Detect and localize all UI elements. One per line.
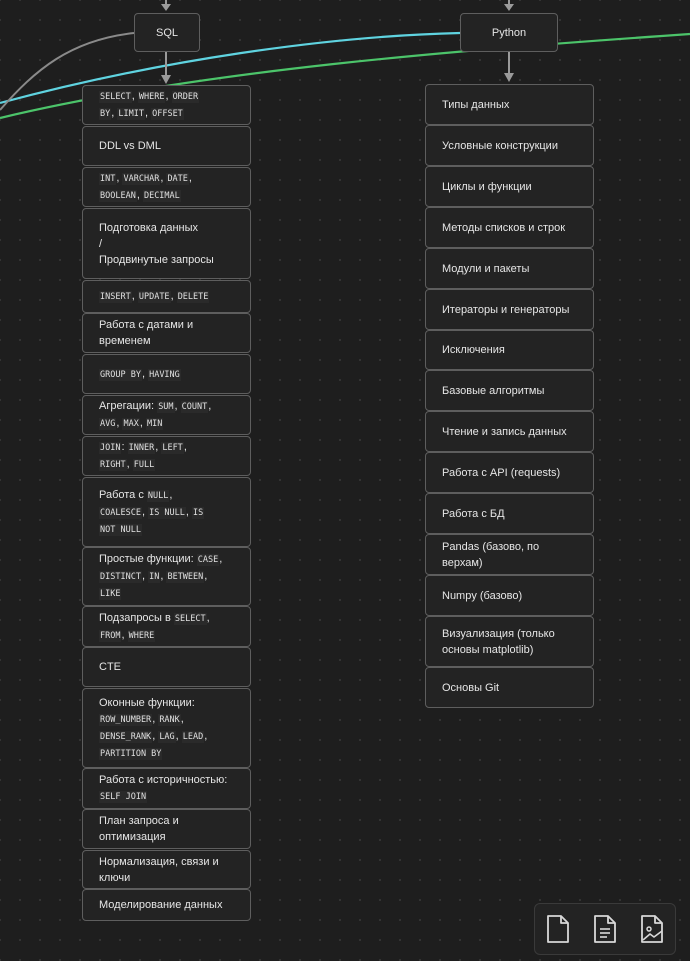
text-token: Чтение и запись данных: [442, 425, 567, 438]
code-token: VARCHAR: [123, 174, 160, 184]
sql-item-node[interactable]: [82, 547, 251, 606]
sql-item-label-line: [99, 187, 192, 204]
text-token: DDL vs DML: [99, 140, 161, 152]
python-item-label-line: [442, 261, 529, 277]
text-token: Агрегации:: [99, 400, 158, 412]
text-token: Итераторы и генераторы: [442, 303, 570, 316]
sql-item-label: [99, 487, 204, 538]
python-item-node[interactable]: [425, 289, 594, 330]
sql-item-label-line: [99, 659, 121, 675]
python-item-label-line: [442, 138, 558, 154]
python-item-label-line: [442, 506, 505, 522]
sql-item-label-line: [99, 772, 227, 788]
sql-item-label-line: [99, 788, 227, 805]
python-item-node[interactable]: [425, 248, 594, 289]
toolbar-button-text[interactable]: [588, 912, 622, 946]
sql-item-node[interactable]: [82, 477, 251, 547]
sql-item-label-line: [99, 551, 222, 568]
sql-item-label: [99, 88, 199, 122]
text-token: основы matplotlib): [442, 643, 534, 656]
python-item-label: [442, 506, 505, 522]
code-token: DISTINCT: [100, 572, 141, 582]
code-token: LAG: [159, 731, 175, 742]
sql-item-label-line: [99, 695, 207, 711]
text-token: ,: [165, 90, 172, 102]
text-token: ,: [206, 611, 210, 624]
python-item-label-line: [442, 383, 544, 399]
text-token: Условные конструкции: [442, 139, 558, 152]
text-token: Моделирование данных: [99, 899, 223, 911]
sql-item-label-line: [99, 897, 222, 913]
text-token: Основы Git: [442, 681, 500, 694]
code-token: FULL: [133, 460, 155, 470]
python-item-label-line: [442, 302, 569, 318]
code-token: JOIN: [100, 443, 121, 453]
code-token: INNER: [128, 443, 155, 453]
text-token: ,: [141, 505, 149, 518]
text-token: ,: [126, 458, 133, 470]
code-token: MAX: [123, 419, 139, 429]
sql-item-label: [99, 659, 121, 675]
sql-item-label-line: [99, 870, 219, 886]
python-item-node[interactable]: [425, 411, 594, 452]
sql-item-node[interactable]: [82, 313, 251, 353]
sql-item-label: [99, 288, 209, 305]
code-token: PARTITION BY: [100, 748, 162, 759]
text-token: ключи: [99, 871, 131, 884]
text-token: План запроса и: [99, 815, 179, 827]
sql-item-node[interactable]: [82, 850, 251, 889]
sql-item-label-line: [99, 220, 214, 236]
code-token: SELECT: [174, 613, 206, 624]
code-token: SUM: [158, 402, 174, 412]
sql-item-node[interactable]: [82, 809, 251, 849]
python-item-node[interactable]: [425, 667, 594, 708]
toolbar-button-image[interactable]: [635, 912, 669, 946]
sql-item-node[interactable]: [82, 208, 251, 279]
text-token: Исключения: [442, 344, 505, 356]
sql-item-node[interactable]: [82, 768, 251, 809]
sql-header-node[interactable]: [134, 13, 200, 52]
python-item-label-line: [442, 588, 522, 604]
sql-item-label-line: [99, 439, 187, 456]
code-token: LEAD: [182, 731, 204, 742]
sql-item-label-line: [99, 333, 193, 349]
text-token: ,: [208, 400, 212, 412]
sql-item-label-line: [99, 366, 181, 383]
code-token: INT: [100, 174, 116, 184]
code-token: SELF JOIN: [100, 792, 147, 802]
code-token: ROW_NUMBER: [100, 714, 152, 725]
python-header-label: Python: [491, 26, 527, 39]
sql-item-label-line: [99, 521, 204, 538]
code-token: DELETE: [177, 292, 209, 302]
python-item-label: [442, 220, 565, 236]
text-token: Подзапросы в: [99, 611, 174, 624]
code-token: GROUP BY: [100, 369, 141, 380]
code-token: DECIMAL: [143, 191, 180, 201]
text-token: ,: [188, 172, 192, 184]
sql-item-label: [99, 170, 192, 204]
code-token: DATE: [167, 174, 188, 184]
code-token: SELECT: [100, 92, 131, 102]
text-token: ,: [174, 400, 181, 412]
text-token: ,: [116, 417, 123, 429]
python-item-node[interactable]: [425, 452, 594, 493]
code-token: BETWEEN: [167, 572, 204, 582]
text-token: Циклы и функции: [442, 180, 532, 193]
sql-item-label-line: [99, 138, 161, 154]
sql-item-node[interactable]: [82, 395, 251, 435]
text-token: ,: [152, 712, 159, 725]
code-token: INSERT: [100, 292, 131, 302]
text-token: Типы данных: [442, 98, 510, 111]
text-token: Подготовка данных: [99, 221, 199, 234]
bottom-toolbar: [534, 903, 676, 955]
code-token: RIGHT: [100, 460, 126, 470]
python-item-label-line: [442, 342, 505, 358]
sql-item-label-line: [99, 317, 193, 333]
sql-item-node[interactable]: [82, 889, 251, 921]
sql-item-label: [99, 439, 187, 473]
arrow-top-python: [504, 4, 514, 11]
sql-item-label: [99, 398, 211, 432]
python-item-label-line: [442, 220, 565, 236]
sql-item-label-line: [99, 504, 204, 521]
text-token: ,: [204, 570, 208, 582]
text-token: Нормализация, связи и: [99, 855, 219, 868]
sql-item-label: [99, 610, 210, 644]
arrow-top-sql: [161, 4, 171, 11]
python-item-label: [442, 424, 567, 440]
text-token: /: [99, 237, 103, 250]
toolbar-button-blank[interactable]: [541, 912, 575, 946]
code-token: OFFSET: [152, 109, 183, 119]
sql-item-node[interactable]: [82, 436, 251, 476]
text-token: ,: [155, 441, 162, 453]
code-token: WHERE: [128, 630, 155, 641]
python-item-node[interactable]: [425, 370, 594, 411]
sql-item-label-line: [99, 398, 211, 415]
blank-page-icon: [544, 914, 572, 944]
sql-item-label: [99, 772, 227, 805]
python-item-label-line: [442, 555, 539, 571]
sql-item-label-line: [99, 288, 209, 305]
python-item-node[interactable]: [425, 330, 594, 370]
text-token: ,: [131, 290, 138, 302]
text-token: Numpy (базово): [442, 589, 523, 602]
code-token: WHERE: [138, 92, 165, 102]
python-item-label: [442, 465, 560, 481]
python-item-label: [442, 539, 539, 571]
code-token: NULL: [147, 490, 169, 501]
text-token: Pandas (базово, по: [442, 540, 540, 553]
code-token: RANK: [159, 714, 180, 725]
python-item-label: [442, 179, 532, 195]
python-item-label: [442, 261, 529, 277]
sql-item-node[interactable]: [82, 354, 251, 394]
python-item-label: [442, 302, 569, 318]
code-token: COALESCE: [100, 507, 141, 518]
text-token: ,: [144, 107, 152, 119]
sql-item-label-line: [99, 487, 204, 504]
text-token: ,: [136, 189, 143, 201]
sql-item-node[interactable]: [82, 85, 251, 125]
text-token: Модули и пакеты: [442, 262, 530, 275]
code-token: BY: [100, 109, 111, 119]
sql-item-label-line: [99, 627, 210, 644]
sql-item-label: [99, 138, 161, 154]
text-token: Простые функции:: [99, 553, 197, 565]
python-item-label-line: [442, 465, 560, 481]
text-token: ,: [131, 90, 138, 102]
sql-item-label-line: [99, 610, 210, 627]
sql-item-node[interactable]: [82, 606, 251, 647]
python-item-node[interactable]: [425, 84, 594, 125]
code-token: IS: [193, 507, 204, 518]
image-page-icon: [638, 914, 666, 944]
python-item-label: [442, 626, 555, 658]
python-item-node[interactable]: [425, 575, 594, 616]
python-item-label-line: [442, 179, 532, 195]
code-token: LIKE: [100, 589, 121, 599]
python-item-label: [442, 383, 544, 399]
sql-item-label-line: [99, 236, 214, 252]
python-item-node[interactable]: [425, 616, 594, 667]
sql-item-node[interactable]: [82, 280, 251, 313]
python-header-node[interactable]: [460, 13, 558, 52]
code-token: AVG: [100, 419, 116, 429]
sql-item-label-line: [99, 170, 192, 187]
python-item-node[interactable]: [425, 125, 594, 166]
code-token: IN: [149, 572, 160, 582]
code-token: FROM: [100, 630, 121, 641]
python-item-label-line: [442, 97, 509, 113]
code-token: ORDER: [172, 92, 199, 102]
python-item-label-line: [442, 642, 555, 658]
code-token: NOT NULL: [100, 524, 141, 535]
sql-item-label-line: [99, 88, 199, 105]
sql-item-label-line: [99, 728, 207, 745]
text-token: временем: [99, 335, 151, 347]
sql-item-label: [99, 317, 193, 349]
text-token: Работа с: [99, 488, 147, 501]
code-token: LIMIT: [118, 109, 144, 119]
sql-item-label-line: [99, 105, 199, 122]
sql-item-label: [99, 854, 219, 886]
text-token: ,: [219, 553, 223, 565]
text-token: ,: [175, 729, 182, 742]
sql-item-label: [99, 220, 214, 268]
sql-item-label: [99, 366, 181, 383]
sql-item-node[interactable]: [82, 688, 251, 768]
sql-item-node[interactable]: [82, 126, 251, 166]
text-page-icon: [591, 914, 619, 944]
sql-item-label-line: [99, 585, 222, 602]
text-token: оптимизация: [99, 831, 166, 843]
code-token: MIN: [146, 419, 163, 429]
text-token: ,: [160, 172, 167, 184]
sql-item-label-line: [99, 456, 187, 473]
text-token: Оконные функции:: [99, 696, 195, 709]
text-token: ,: [141, 367, 149, 380]
text-token: :: [121, 441, 128, 453]
text-token: Работа с API (requests): [442, 466, 561, 479]
python-item-label-line: [442, 626, 555, 642]
text-token: ,: [116, 172, 123, 184]
code-token: UPDATE: [138, 292, 170, 302]
python-item-label: [442, 680, 499, 696]
python-item-node[interactable]: [425, 207, 594, 248]
sql-header-label: SQL: [155, 26, 178, 39]
python-item-label-line: [442, 539, 539, 555]
sql-item-label-line: [99, 252, 214, 268]
code-token: DENSE_RANK: [100, 731, 152, 742]
text-token: CTE: [99, 661, 121, 673]
text-token: Визуализация (только: [442, 627, 555, 640]
text-token: ,: [139, 417, 146, 429]
text-token: ,: [180, 712, 184, 725]
python-item-label: [442, 97, 509, 113]
python-item-label: [442, 588, 522, 604]
arrow-sql-down: [161, 75, 171, 84]
code-token: BOOLEAN: [100, 191, 136, 201]
text-token: ,: [152, 729, 159, 742]
sql-item-label: [99, 897, 222, 913]
text-token: Работа с датами и: [99, 319, 194, 331]
text-token: Методы списков и строк: [442, 221, 566, 234]
text-token: ,: [183, 441, 187, 453]
text-token: Работа с историчностью:: [99, 774, 228, 786]
python-item-label: [442, 138, 558, 154]
text-token: верхам): [442, 556, 483, 569]
text-token: ,: [111, 107, 118, 119]
text-token: ,: [204, 729, 208, 742]
sql-item-label-line: [99, 745, 207, 762]
sql-item-label: [99, 551, 222, 602]
python-item-node[interactable]: [425, 493, 594, 534]
text-token: Продвинутые запросы: [99, 253, 214, 266]
python-item-node[interactable]: [425, 166, 594, 207]
text-token: Базовые алгоритмы: [442, 384, 545, 397]
sql-item-label-line: [99, 829, 179, 845]
text-token: ,: [160, 570, 167, 582]
sql-item-label-line: [99, 711, 207, 728]
sql-item-node[interactable]: [82, 167, 251, 207]
sql-item-label-line: [99, 854, 219, 870]
sql-item-label-line: [99, 415, 211, 432]
text-token: ,: [170, 290, 177, 302]
code-token: IS NULL: [149, 507, 185, 518]
python-item-label-line: [442, 680, 499, 696]
code-token: HAVING: [149, 369, 180, 380]
text-token: ,: [141, 570, 149, 582]
text-token: ,: [185, 505, 193, 518]
code-token: LEFT: [162, 443, 183, 453]
text-token: ,: [169, 488, 173, 501]
python-item-node[interactable]: [425, 534, 594, 575]
code-token: COUNT: [181, 402, 208, 412]
python-item-label: [442, 342, 505, 358]
sql-item-label: [99, 813, 179, 845]
arrow-python-down: [504, 73, 514, 82]
sql-item-node[interactable]: [82, 647, 251, 687]
text-token: ,: [121, 628, 128, 641]
sql-item-label: [99, 695, 207, 762]
code-token: CASE: [197, 555, 219, 565]
sql-item-label-line: [99, 568, 222, 585]
sql-item-label-line: [99, 813, 179, 829]
text-token: Работа с БД: [442, 507, 505, 520]
python-item-label-line: [442, 424, 567, 440]
